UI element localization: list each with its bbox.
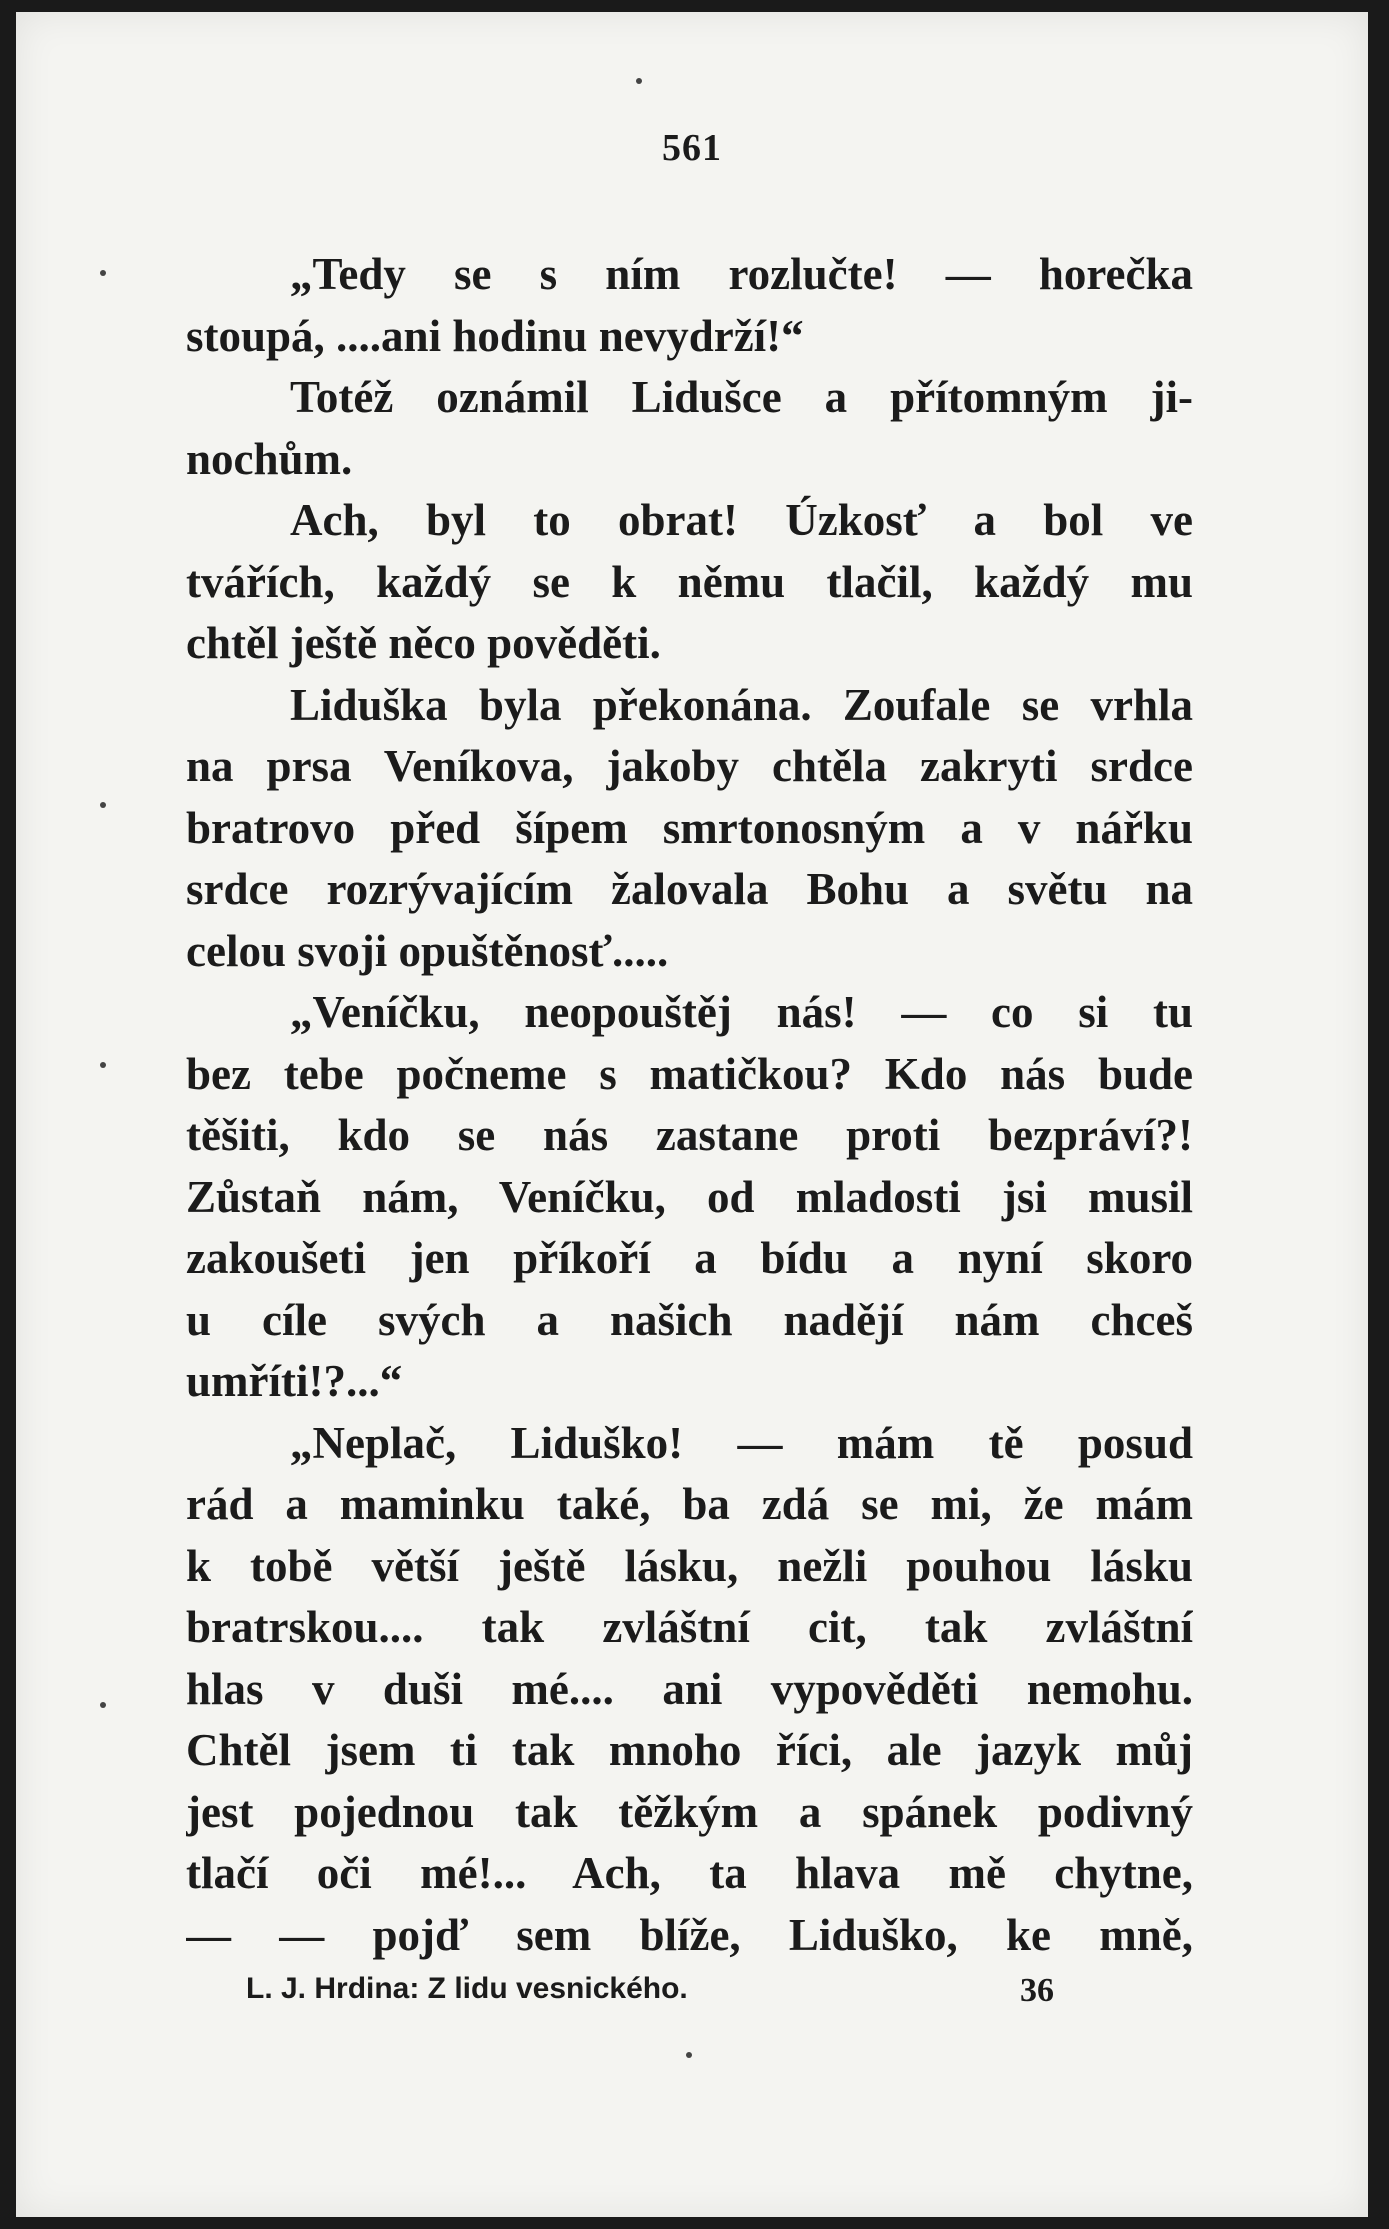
text-line: bez tebe počneme s matičkou? Kdo nás bude [186, 1048, 1193, 1099]
scan-speck [636, 78, 642, 84]
text-line: „Tedy se s ním rozlučte! — horečka [290, 249, 1193, 299]
text-line: Totéž oznámil Lidušce a přítomným ji- [290, 372, 1193, 422]
footer-signature: L. J. Hrdina: Z lidu vesnického. [246, 1972, 688, 2005]
text-line: Liduška byla překonána. Zoufale se vrhla [290, 679, 1193, 730]
scan-speck [100, 802, 106, 808]
text-line: Ach, byl to obrat! Úzkosť a bol ve [290, 495, 1193, 545]
text-line: bratrovo před šípem smrtonosným a v nářku [186, 802, 1193, 853]
text-line: hlas v duši mé.... ani vypověděti nemohu. [186, 1663, 1193, 1714]
scan-speck [686, 2052, 692, 2058]
text-line: jest pojednou tak těžkým a spánek podivný [186, 1786, 1193, 1837]
text-line: umříti!?...“ [186, 1356, 403, 1406]
text-line: srdce rozrývajícím žalovala Bohu a světu na [186, 864, 1193, 914]
text-line: tlačí oči mé!... Ach, ta hlava mě chytne, [186, 1848, 1193, 1898]
text-line: tvářích, každý se k němu tlačil, každý mu [186, 556, 1193, 607]
text-line: „Neplač, Liduško! — mám tě posud [290, 1417, 1193, 1468]
text-line: na prsa Veníkova, jakoby chtěla zakryti srdce [186, 741, 1193, 791]
text-line: Chtěl jsem ti tak mnoho říci, ale jazyk můj [186, 1725, 1193, 1775]
page-number: 561 [662, 127, 722, 169]
text-line: bratrskou.... tak zvláštní cit, tak zvláštní [186, 1602, 1193, 1652]
text-line: Zůstaň nám, Veníčku, od mladosti jsi musil [186, 1171, 1193, 1222]
text-line: celou svoji opuštěnosť..... [186, 925, 669, 976]
text-line: rád a maminku také, ba zdá se mi, že mám [186, 1479, 1193, 1529]
text-line: nochům. [186, 433, 353, 484]
text-line: stoupá, ....ani hodinu nevydrží!“ [186, 310, 804, 361]
text-line: — — pojď sem blíže, Liduško, ke mně, [186, 1909, 1193, 1960]
text-line: zakoušeti jen příkoří a bídu a nyní skoro [186, 1233, 1193, 1283]
scan-speck [100, 1702, 106, 1708]
page-text [186, 244, 1193, 1966]
text-line: k tobě větší ještě lásku, nežli pouhou lásku [186, 1540, 1193, 1591]
text-line: u cíle svých a našich nadějí nám chceš [186, 1294, 1193, 1345]
sheet-number: 36 [1020, 1972, 1054, 2009]
text-line: chtěl ještě něco pověděti. [186, 618, 661, 668]
scan-speck [100, 1062, 106, 1068]
book-page [16, 12, 1368, 2217]
scan-speck [100, 270, 106, 276]
text-line: „Veníčku, neopouštěj nás! — co si tu [290, 987, 1193, 1037]
text-line: těšiti, kdo se nás zastane proti bezpráví?! [186, 1110, 1193, 1160]
